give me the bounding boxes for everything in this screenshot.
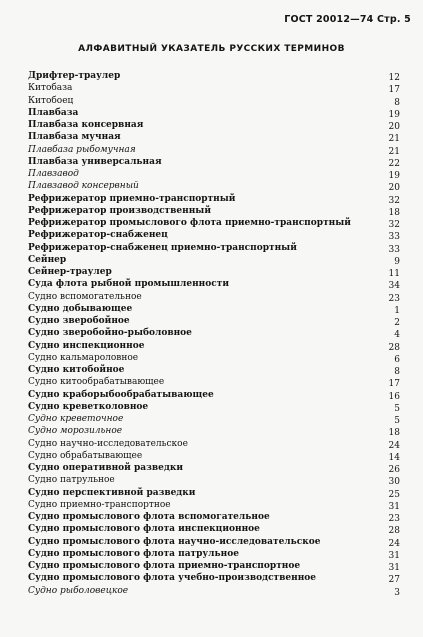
index-page-number: 24 [388,538,400,549]
index-page-number: 18 [388,428,400,439]
index-term: Судно вспомогательное [28,291,142,302]
index-term: Рефрижератор промыслового флота приемно-транспортный [28,218,351,228]
index-page-number: 32 [388,195,400,206]
index-term: Плавбаза универсальная [28,156,162,167]
index-entry [28,389,400,401]
index-entry [28,536,400,548]
index-entry [28,291,400,303]
index-term: Судно научно-исследовательское [28,438,188,449]
index-page-number: 26 [388,465,400,475]
index-term: Суда флота рыбной промышленности [28,279,229,290]
index-entry [28,585,400,597]
index-entry [28,107,400,119]
index-term: Рефрижератор-снабженец приемно-транспортный [28,242,297,253]
index-term: Плавзавод [28,169,79,179]
index-entry [28,401,400,413]
index-entry [28,462,400,474]
index-page-number: 21 [388,146,400,157]
index-term: Судно рыболовецкое [28,585,129,596]
index-entry [28,193,400,205]
index-entry [28,70,400,82]
index-term: Судно промыслового флота патрульное [28,548,239,559]
index-page-number: 30 [388,477,400,488]
index-entry [28,266,400,278]
index-term: Китобаза [28,83,73,94]
index-page-number: 25 [388,489,400,500]
index-entry [28,254,400,266]
index-page-number: 4 [394,330,400,341]
index-page-number: 32 [388,220,400,230]
index-page-number: 11 [388,269,400,279]
page-title: АЛФАВИТНЫЙ УКАЗАТЕЛЬ РУССКИХ ТЕРМИНОВ [78,44,345,54]
index-page-number: 18 [388,207,400,218]
index-page-number: 2 [394,318,400,328]
index-page-number: 1 [394,305,400,316]
index-page-number: 8 [394,367,400,377]
index-entry [28,229,400,241]
index-term: Судно промыслового флота инспекционное [28,524,260,535]
index-entry [28,450,400,462]
index-term: Плавбаза консервная [28,120,144,130]
index-page-number: 20 [388,183,400,194]
index-page-number: 33 [388,244,400,255]
index-page-number: 20 [388,122,400,132]
index-term: Плавбаза мучная [28,132,121,143]
index-entry [28,438,400,450]
index-entry [28,499,400,511]
index-term: Рефрижератор приемно-транспортный [28,193,236,204]
index-page-number: 17 [388,379,400,390]
index-entry [28,144,400,156]
index-term: Дрифтер-траулер [28,71,121,81]
index-page-number: 34 [388,281,400,292]
index-term: Сейнер-траулер [28,267,112,277]
index-entry [28,327,400,339]
index-term: Судно морозильное [28,426,123,437]
index-entry [28,413,400,425]
index-term: Судно промыслового флота учебно-производственное [28,573,317,584]
index-page-number: 5 [394,416,400,426]
index-entry [28,242,400,254]
index-page-number: 31 [388,501,400,512]
index-entry [28,425,400,437]
index-page-number: 33 [388,232,400,243]
index-entry [28,95,400,107]
index-term: Судно краборыбообрабатывающее [28,389,214,400]
index-term: Плавбаза [28,107,79,118]
index-page-number: 28 [388,526,400,537]
index-entry [28,119,400,131]
index-entry [28,82,400,94]
index-entry [28,180,400,192]
index-entry [28,303,400,315]
index-entry [28,560,400,572]
index-term: Сейнер [28,254,67,265]
index-term: Судно промыслового флота приемно-транспортное [28,561,301,571]
page-header: ГОСТ 20012—74 Стр. 5 [284,14,411,25]
index-entry [28,376,400,388]
index-page-number: 8 [394,97,400,108]
index-entry [28,548,400,560]
index-term: Судно перспективной разведки [28,487,196,498]
index-page-number: 17 [388,85,400,96]
index-page-number: 14 [388,452,400,463]
index-entry [28,156,400,168]
index-entry [28,364,400,376]
index-term: Судно промыслового флота вспомогательное [28,512,270,522]
index-term: Судно креветочное [28,414,124,424]
index-term: Судно промыслового флота научно-исследовательское [28,536,321,547]
index-term: Судно добывающее [28,303,133,314]
index-term: Судно обрабатывающее [28,450,143,461]
index-entry [28,168,400,180]
index-term: Судно оперативной разведки [28,463,184,473]
index-page-number: 9 [394,256,400,267]
index-page-number: 21 [388,134,400,145]
index-entry [28,131,400,143]
index-page-number: 6 [394,354,400,365]
index-term: Судно приемно-транспортное [28,499,171,510]
index-entry [28,352,400,364]
index-entry [28,340,400,352]
index-term: Судно патрульное [28,475,115,486]
index-term: Судно зверобойное [28,316,130,326]
index-term: Китобоец [28,95,74,106]
index-page-number: 19 [388,109,400,120]
index-entry [28,523,400,535]
index-page-number: 3 [394,587,400,598]
index-term: Рефрижератор производственный [28,205,211,216]
index-term: Судно китобойное [28,365,125,375]
index-page-number: 5 [394,403,400,414]
index-page-number: 23 [388,293,400,304]
index-entry [28,217,400,229]
index-term: Судно китообрабатывающее [28,377,165,388]
term-index-list [28,70,400,597]
index-term: Судно инспекционное [28,340,145,351]
index-page-number: 31 [388,563,400,573]
index-entry [28,474,400,486]
index-term: Плавбаза рыбомучная [28,144,136,155]
index-term: Судно зверобойно-рыболовное [28,328,192,339]
index-term: Судно креветколовное [28,401,149,412]
index-page-number: 22 [388,158,400,169]
index-page-number: 19 [388,171,400,181]
index-entry [28,487,400,499]
index-page-number: 23 [388,514,400,524]
index-entry [28,315,400,327]
index-term: Рефрижератор-снабженец [28,230,168,241]
index-page-number: 27 [388,575,400,586]
index-page-number: 16 [388,391,400,402]
index-term: Судно кальмароловное [28,352,139,363]
index-page-number: 12 [388,73,400,83]
index-entry [28,572,400,584]
index-page-number: 24 [388,440,400,451]
index-entry [28,205,400,217]
index-term: Плавзавод консервный [28,181,139,192]
index-page-number: 28 [388,342,400,353]
index-entry [28,278,400,290]
index-entry [28,511,400,523]
index-page-number: 31 [388,550,400,561]
